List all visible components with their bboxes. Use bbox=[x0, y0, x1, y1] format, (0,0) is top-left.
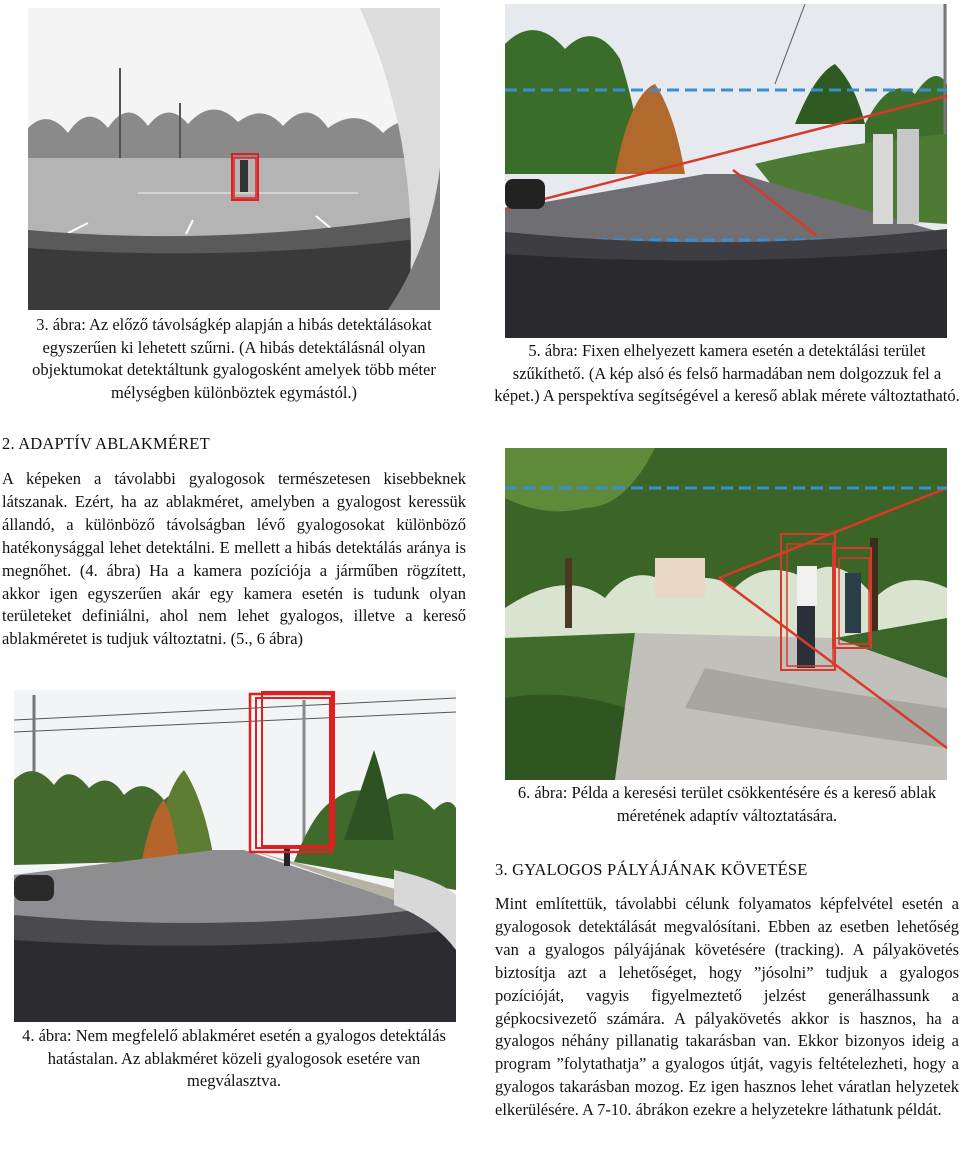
figure-4-image bbox=[14, 690, 456, 1022]
figure-6-caption: 6. ábra: Példa a keresési terület csökkentésére és a kereső ablak méretének adaptív változtatására. bbox=[517, 783, 937, 825]
figure-3-caption: 3. ábra: Az előző távolságkép alapján a hibás detektálásokat egyszerűen ki lehetett szűrni. (A hibás detektálásnál olyan objektumokat detektáltunk gyalogosként amelyek több méter mélységben különböztek egymástól.) bbox=[32, 315, 436, 402]
section-3-body: Mint említettük, távolabbi célunk folyamatos képfelvétel esetén a gyalogosok detektálását megvalósítani. Ebben az esetben lehetőség van a gyalogos pályájának követésére (tracking). A pályakövetés biztosítja azt a lehetőséget, hogy ”jósolni” tudjuk a gyalogos pozícióját, vagyis figyelmeztető jelzést generálhassunk a gépkocsivezető számára. A pályakövetés akkor is hasznos, ha a gyalogos néhány pillanatig takarásban van. Ekkor bizonyos ideig a program ”folytathatja” a gyalogos útját, vagyis feltételezheti, hogy a gyalogos takarásban mozog. Ez igen hasznos lehet váratlan helyzetek elkerülésére. A 7-10. ábrákon ezekre a helyzetekre láthatunk példát. bbox=[495, 894, 959, 1120]
figure-5-caption: 5. ábra: Fixen elhelyezett kamera esetén a detektálási terület szűkíthető. (A kép alsó és felső harmadában nem dolgozzuk fel a képet.) A perspektíva segítségével a kereső ablak mérete változtatható. bbox=[494, 341, 960, 405]
figure-3-image bbox=[28, 8, 440, 310]
section-2-body: A képeken a távolabbi gyalogosok természetesen kisebbeknek látszanak. Ezért, ha az ablakméret, amelyben a gyalogost keressük állandó, a különböző távolságban lévő gyalogosokat különböző hatékonysággal lehet detektálni. E mellett a hibás detektálás aránya is megnőhet. (4. ábra) Ha a kamera pozíciója a járműben rögzített, akkor igen egyszerűen akár egy kamera esetén is tudunk olyan területeket definiálni, ahol nem lehet gyalogos, illetve a kereső ablakméretet is tudjuk változtatni. (5., 6 ábra) bbox=[2, 469, 466, 649]
figure-5-image bbox=[505, 4, 947, 338]
figure-6-image bbox=[505, 448, 947, 780]
section-3-heading: 3. GYALOGOS PÁLYÁJÁNAK KÖVETÉSE bbox=[495, 860, 808, 879]
section-2-heading: 2. ADAPTÍV ABLAKMÉRET bbox=[2, 434, 210, 453]
figure-4-caption: 4. ábra: Nem megfelelő ablakméret esetén a gyalogos detektálás hatástalan. Az ablakméret közeli gyalogosok esetére van megválasztva. bbox=[22, 1026, 446, 1090]
